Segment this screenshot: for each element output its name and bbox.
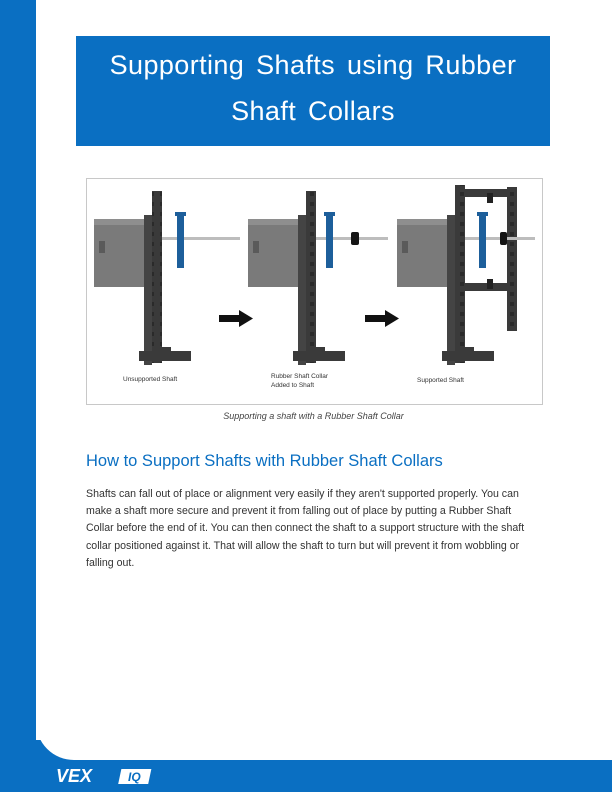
vex-iq-logo bbox=[56, 766, 156, 791]
title-banner bbox=[76, 36, 550, 146]
figure-caption: Supporting a shaft with a Rubber Shaft Collar bbox=[223, 411, 404, 421]
arrow-right-icon bbox=[219, 310, 253, 327]
left-accent-bar bbox=[0, 0, 36, 792]
support-beam bbox=[507, 187, 517, 331]
vertical-beam bbox=[152, 191, 162, 363]
rubber-shaft-collar bbox=[351, 232, 359, 245]
stage-3-assembly bbox=[397, 185, 535, 365]
shaft-diagram bbox=[87, 179, 542, 404]
vertical-beam bbox=[306, 191, 316, 363]
stage-1-label: Unsupported Shaft bbox=[123, 376, 178, 383]
shaft bbox=[162, 237, 240, 240]
arrow-right-icon bbox=[365, 310, 399, 327]
stage-3-label: Supported Shaft bbox=[417, 377, 464, 384]
gear bbox=[326, 212, 333, 268]
body-paragraph: Shafts can fall out of place or alignment very easily if they aren't supported properly. You can make a shaft more secure and prevent it from falling out of place by putting a Rubber Shaft Collar before the end of it. You can then connect the shaft to a support structure with the shaft collar positioned against it. That will allow the shaft to turn but will prevent it from wobbling or falling out. bbox=[86, 488, 525, 569]
gear bbox=[177, 212, 184, 268]
logo-badge: IQ bbox=[128, 770, 141, 784]
stage-2-label: Rubber Shaft Collar Added to Shaft bbox=[271, 373, 329, 389]
stage-1-assembly bbox=[94, 191, 240, 365]
page-title-line-1: Supporting Shafts using Rubber bbox=[109, 50, 517, 80]
bottom-crossbar bbox=[465, 283, 507, 291]
stage-2-assembly bbox=[248, 191, 388, 365]
top-crossbar bbox=[465, 189, 507, 197]
section-heading: How to Support Shafts with Rubber Shaft Collars bbox=[86, 452, 443, 470]
rubber-shaft-collar bbox=[500, 232, 507, 245]
logo-wordmark: VEX bbox=[56, 766, 93, 786]
gear bbox=[479, 212, 486, 268]
vertical-beam bbox=[455, 185, 465, 363]
figure-panel bbox=[86, 178, 543, 405]
vex-logo-icon bbox=[56, 766, 156, 786]
page-title-line-2: Shaft Collars bbox=[231, 96, 395, 126]
